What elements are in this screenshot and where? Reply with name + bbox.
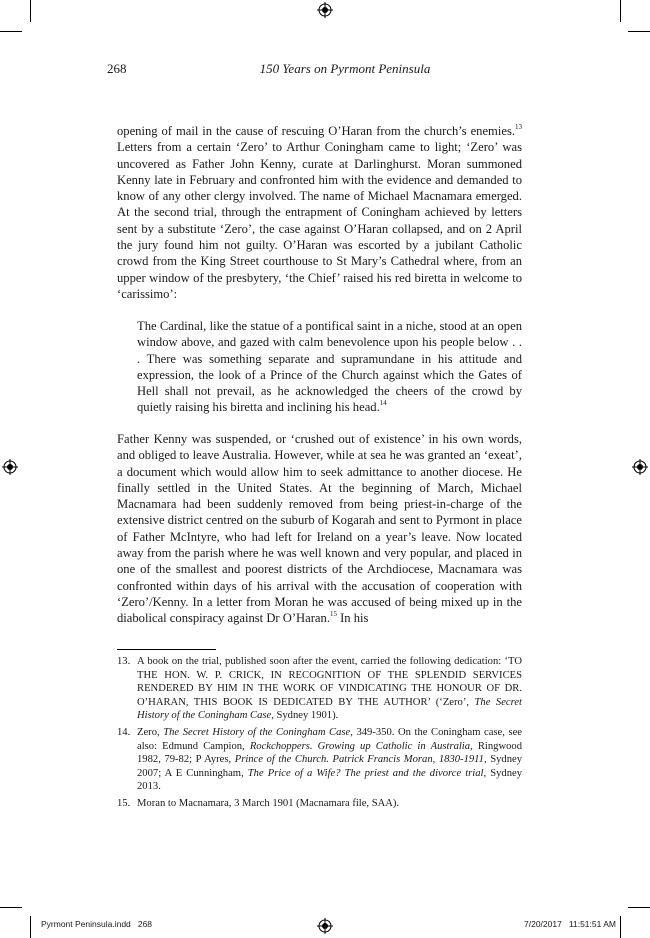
block-quote: The Cardinal, like the statue of a pontifical saint in a niche, stood at an open window above, and gazed with calm benevolence upon his people below . . . There was something separate and supramundane in his attitude and expression, the look of a Prince of the Church against which the Gates of Hell shall not prevail, as he acknowledged the cheers of the crowd by quietly raising his biretta and inclining his head.$^{14}$ <box>137 319 522 415</box>
crop-mark <box>0 907 22 908</box>
body-paragraph: opening of mail in the cause of rescuing O’Haran from the church’s enemies.$^{13}$ Letters from a certain ‘Zero’ to Arthur Coningham came to light; ‘Zero’ was uncovered as Father John Kenny, curate at Darlinghurst. Moran summoned Kenny late in February and confronted him with the evidence and demanded to know of any other clergy involved. The name of Michael Macnamara emerged. At the second trial, through the entrapment of Coningham achieved by letters sent by a substitute ‘Zero’, the case against O’Haran collapsed, and on 2 April the jury found him not guilty. O’Haran was escorted by a jubilant Catholic crowd from the King Street courthouse to St Mary’s Cathedral where, from an upper window of the presbytery, ‘the Chief’ raised his red biretta in welcome to ‘carissimo’: <box>117 123 522 301</box>
crop-mark <box>0 31 22 32</box>
footnote-14: 14. Zero, The Secret History of the Coningham Case, 349-350. On the Coningham case, see also: Edmund Campion, Rockchoppers. Growing up Catholic in Australia, Ringwood 1982, 79-82; P Ayres, Prince of the Church. Patrick Francis Moran, 1830-1911, Sydney 2007; A E Cunningham, The Price of a Wife? The priest and the divorce trial, Sydney 2013. <box>117 726 523 793</box>
page-number: 268 <box>107 61 127 76</box>
crop-mark <box>30 916 31 938</box>
slug-filename: Pyrmont Peninsula.indd 268 <box>41 919 153 929</box>
registration-mark-icon <box>317 2 333 18</box>
footnote-15: 15. Moran to Macnamara, 3 March 1901 (Macnamara file, SAA). <box>117 797 400 809</box>
footnote-divider <box>117 649 216 650</box>
footnote-ref: 15 <box>329 610 337 619</box>
footnote-13: 13. A book on the trial, published soon after the event, carried the following dedication: ‘TO THE HON. W. P. CRICK, IN RECOGNITION OF THE SPLENDID SERVICES RENDERED BY HIM IN THE WORK OF VINDICATING THE HONOUR OF DR. O’HARAN, THIS BOOK IS DEDICATED BY THE AUTHOR’ (‘Zero’, The Secret History of the Coningham Case, Sydney 1901). <box>117 656 522 722</box>
crop-mark <box>628 907 650 908</box>
registration-mark-icon <box>317 918 333 934</box>
running-title: 150 Years on Pyrmont Peninsula <box>259 61 431 76</box>
footnote-ref: 13 <box>515 123 522 131</box>
registration-mark-icon <box>2 459 18 475</box>
registration-mark-icon <box>632 459 648 475</box>
crop-mark <box>628 31 650 32</box>
slug-timestamp: 7/20/2017 11:51:51 AM <box>524 919 616 929</box>
footnote-ref: 14 <box>379 399 387 408</box>
crop-mark <box>620 916 621 938</box>
body-paragraph: Father Kenny was suspended, or ‘crushed out of existence’ in his own words, and obliged to leave Australia. However, while at sea he was granted an ‘exeat’, a document which would allow him to seek admittance to another diocese. He finally settled in the United States. At the beginning of March, Michael Macnamara had been suddenly removed from being priest-in-charge of the extensive district centred on the suburb of Kogarah and sent to Pyrmont in place of Father McIntyre, who had left for Ireland on a year’s leave. Now located away from the parish where he was well known and very popular, and placed in one of the smallest and poorest districts of the Archdiocese, Macnamara was confronted within days of his arrival with the accusation of cooperation with ‘Zero’/Kenny. In a letter from Moran he was accused of being mixed up in the diabolical conspiracy against Dr O’Haran.$^{15}$ In his <box>117 432 522 626</box>
crop-mark <box>30 0 31 22</box>
crop-mark <box>620 0 621 22</box>
footnotes <box>117 655 522 814</box>
